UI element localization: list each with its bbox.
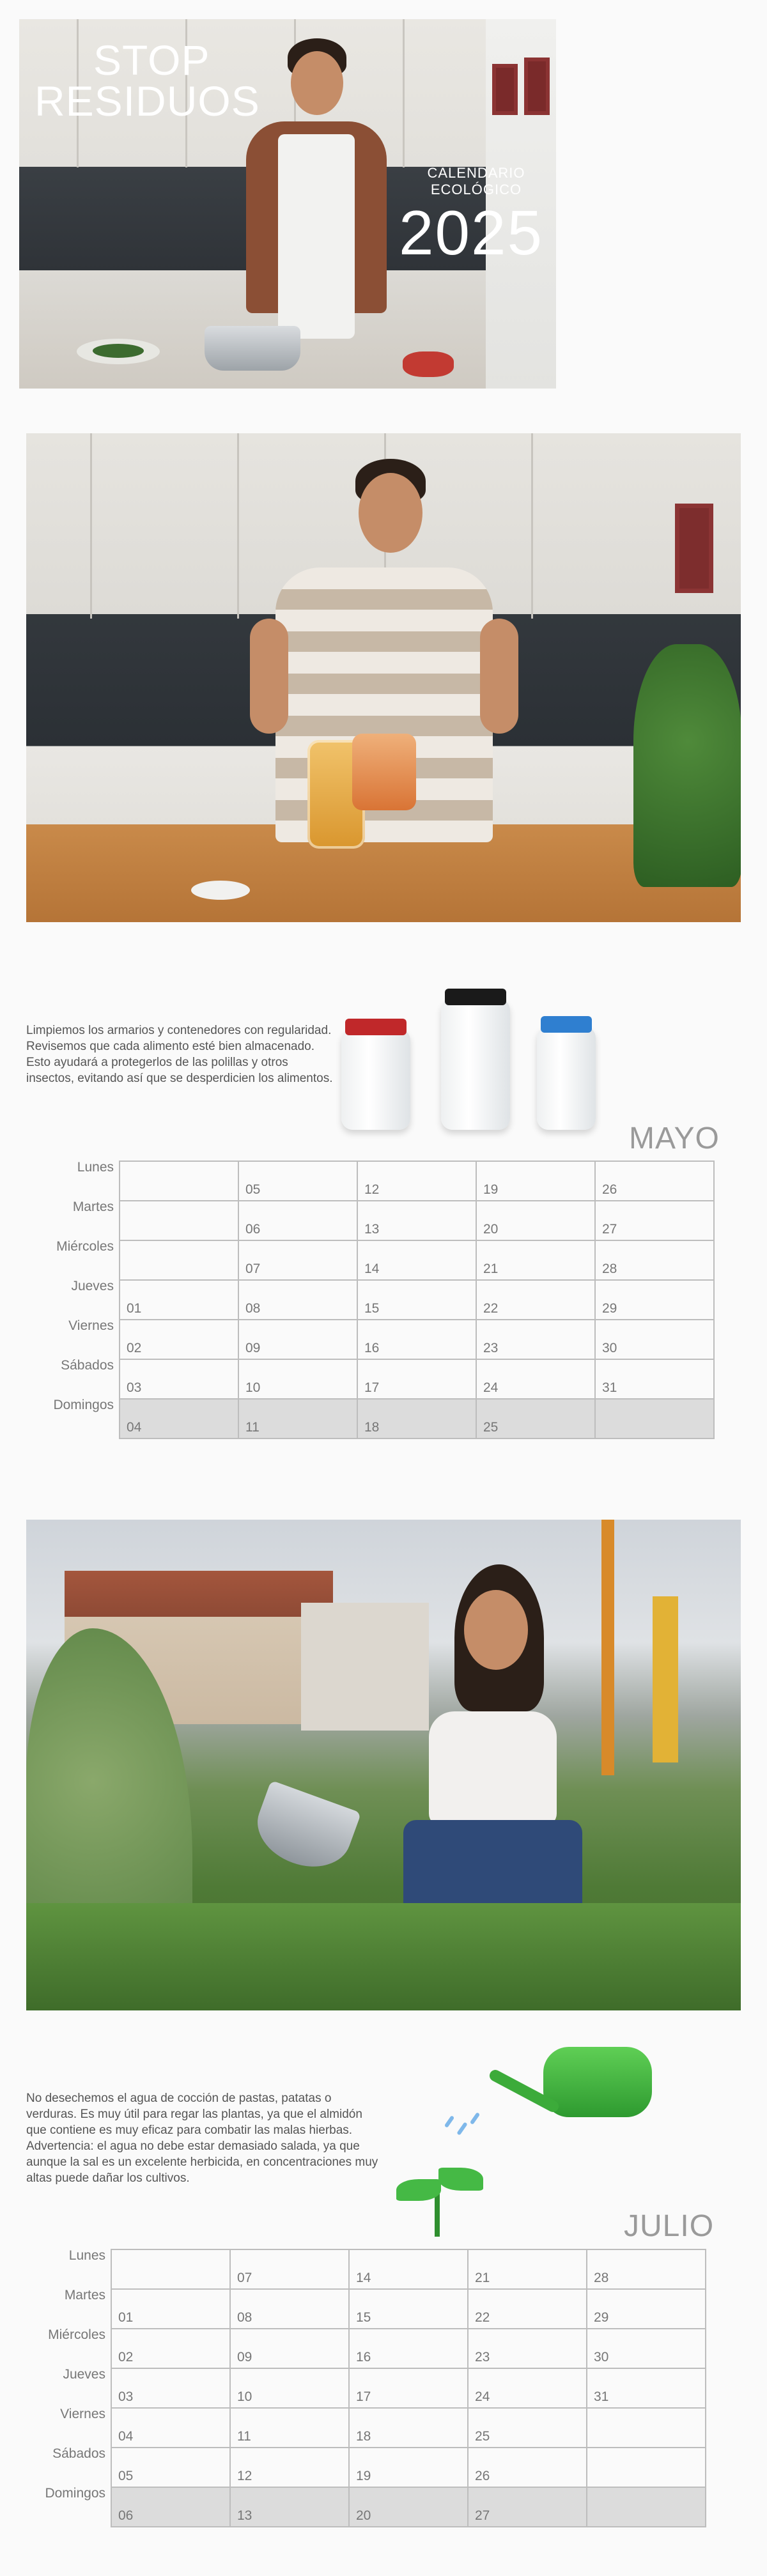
calendar-day-cell[interactable]: 12 (357, 1161, 476, 1201)
calendar-day-cell[interactable]: 21 (468, 2249, 587, 2289)
july-photo (26, 1520, 741, 2010)
weekday-label: Domingos (45, 2486, 105, 2501)
calendar-day-cell[interactable]: 04 (111, 2408, 230, 2448)
weekday-label: Viernes (60, 2407, 105, 2421)
calendar-week-row (120, 1161, 714, 1201)
may-tip-text: Limpiemos los armarios y contenedores con regularidad. Revisemos que cada alimento esté bien almacenado. Esto ayudará a protegerlos de las polillas y otros insectos, evitando así que se desperdicien los alimentos. (26, 1024, 333, 1085)
calendar-day-cell[interactable]: 14 (357, 1240, 476, 1280)
calendar-day-cell[interactable]: 07 (238, 1240, 357, 1280)
calendar-day-cell[interactable]: 01 (120, 1280, 238, 1320)
calendar-week-row (111, 2448, 706, 2487)
calendar-day-cell[interactable]: 07 (230, 2249, 349, 2289)
weekday-label: Sábados (52, 2446, 105, 2461)
calendar-day-cell[interactable]: 03 (111, 2368, 230, 2408)
month-title-may: MAYO (629, 1122, 720, 1155)
weekday-label: Viernes (68, 1318, 114, 1333)
calendar-day-cell[interactable]: 16 (357, 1320, 476, 1359)
calendar-day-cell[interactable]: 15 (357, 1280, 476, 1320)
calendar-day-cell[interactable]: 08 (230, 2289, 349, 2329)
calendar-day-cell[interactable]: 27 (595, 1201, 714, 1240)
calendar-day-cell[interactable]: 20 (349, 2487, 468, 2527)
calendar-day-cell[interactable]: 29 (587, 2289, 706, 2329)
weekday-label: Martes (72, 1199, 114, 1214)
calendar-day-cell[interactable]: 22 (468, 2289, 587, 2329)
cover-subtitle-line1: CALENDARIO (427, 165, 525, 181)
calendar-day-cell[interactable] (120, 1240, 238, 1280)
calendar-day-cell[interactable] (595, 1399, 714, 1438)
house-plant (633, 644, 741, 887)
jar-lid (191, 881, 250, 900)
calendar-day-cell[interactable]: 21 (476, 1240, 595, 1280)
jar-blue-lid-icon (537, 1026, 596, 1130)
calendar-day-cell[interactable] (587, 2408, 706, 2448)
wall-frame (492, 64, 518, 115)
calendar-day-cell[interactable]: 17 (357, 1359, 476, 1399)
weekday-label: Jueves (63, 2367, 105, 2382)
calendar-day-cell[interactable]: 06 (111, 2487, 230, 2527)
calendar-day-cell[interactable]: 16 (349, 2329, 468, 2368)
calendar-day-cell[interactable]: 09 (238, 1320, 357, 1359)
calendar-day-cell[interactable]: 22 (476, 1280, 595, 1320)
may-calendar-grid (119, 1161, 715, 1439)
wall-frame (524, 58, 550, 115)
calendar-day-cell[interactable]: 15 (349, 2289, 468, 2329)
cooking-pot (205, 326, 300, 371)
wall-frame (675, 504, 713, 593)
may-photo (26, 433, 741, 922)
calendar-day-cell[interactable]: 25 (468, 2408, 587, 2448)
calendar-day-cell[interactable]: 19 (476, 1161, 595, 1201)
july-calendar-grid (111, 2249, 706, 2527)
calendar-week-row (120, 1320, 714, 1359)
woman-watering-figure (333, 1564, 614, 1948)
vegetable-bed (26, 1903, 741, 2010)
calendar-day-cell[interactable]: 12 (230, 2448, 349, 2487)
plate-greens (77, 339, 160, 364)
calendar-week-row (120, 1280, 714, 1320)
water-drops (441, 2109, 492, 2147)
calendar-day-cell[interactable]: 19 (349, 2448, 468, 2487)
garden-pole (653, 1596, 678, 1762)
weekday-label: Martes (64, 2288, 105, 2302)
calendar-day-cell[interactable]: 05 (111, 2448, 230, 2487)
july-weekday-labels (18, 2246, 105, 2524)
calendar-day-cell[interactable]: 04 (120, 1399, 238, 1438)
calendar-week-row (111, 2368, 706, 2408)
calendar-day-cell[interactable]: 01 (111, 2289, 230, 2329)
calendar-day-cell[interactable]: 27 (468, 2487, 587, 2527)
calendar-day-cell[interactable]: 23 (476, 1320, 595, 1359)
cover-title-line2: RESIDUOS (35, 77, 260, 125)
calendar-day-cell[interactable]: 20 (476, 1201, 595, 1240)
calendar-day-cell[interactable]: 17 (349, 2368, 468, 2408)
calendar-day-cell[interactable] (120, 1201, 238, 1240)
calendar-day-cell[interactable]: 24 (468, 2368, 587, 2408)
calendar-day-cell[interactable]: 29 (595, 1280, 714, 1320)
calendar-day-cell[interactable] (587, 2487, 706, 2527)
calendar-week-row (111, 2329, 706, 2368)
weekday-label: Domingos (53, 1398, 114, 1412)
cover-title (35, 36, 260, 125)
calendar-day-cell[interactable]: 26 (595, 1161, 714, 1201)
weekday-label: Miércoles (48, 2327, 105, 2342)
july-tip-text: No desechemos el agua de cocción de pastas, patatas o verduras. Es muy útil para regar las plantas, ya que el almidón que contiene es muy eficaz para combatir las malas hierbas. Advertencia: el agua no debe estar demasiado salada, ya que aunque la sal es un excelente herbicida, en concentraciones muy altas puede dañar los cultivos. (26, 2092, 378, 2185)
weekday-label: Lunes (68, 2248, 105, 2263)
calendar-week-row (111, 2408, 706, 2448)
may-weekday-labels (26, 1158, 114, 1435)
calendar-day-cell[interactable]: 14 (349, 2249, 468, 2289)
calendar-day-cell[interactable]: 13 (230, 2487, 349, 2527)
calendar-day-cell[interactable]: 28 (595, 1240, 714, 1280)
weekday-label: Lunes (77, 1160, 114, 1175)
weekday-label: Jueves (71, 1279, 114, 1293)
calendar-day-cell[interactable]: 02 (120, 1320, 238, 1359)
calendar-day-cell[interactable]: 11 (238, 1399, 357, 1438)
calendar-week-row (120, 1201, 714, 1240)
calendar-week-row (120, 1359, 714, 1399)
cover-subtitle (422, 165, 531, 198)
seedling-icon (384, 2160, 492, 2237)
calendar-day-cell[interactable] (120, 1161, 238, 1201)
calendar-day-cell[interactable]: 28 (587, 2249, 706, 2289)
cover-photo (19, 19, 556, 389)
calendar-day-cell[interactable]: 31 (595, 1359, 714, 1399)
cover-title-line1: STOP (93, 36, 210, 84)
calendar-week-row (120, 1240, 714, 1280)
calendar-day-cell[interactable]: 05 (238, 1161, 357, 1201)
calendar-day-cell[interactable]: 23 (468, 2329, 587, 2368)
calendar-day-cell[interactable]: 02 (111, 2329, 230, 2368)
calendar-day-cell[interactable]: 08 (238, 1280, 357, 1320)
watering-can-icon (492, 2040, 652, 2130)
strawberries (403, 351, 454, 377)
calendar-day-cell[interactable]: 26 (468, 2448, 587, 2487)
calendar-day-cell[interactable]: 30 (587, 2329, 706, 2368)
weekday-label: Miércoles (56, 1239, 114, 1254)
cover-year: 2025 (399, 197, 544, 268)
calendar-day-cell[interactable]: 18 (357, 1399, 476, 1438)
weekday-label: Sábados (61, 1358, 114, 1373)
calendar-day-cell[interactable] (587, 2448, 706, 2487)
calendar-week-row (120, 1399, 714, 1438)
calendar-day-cell[interactable]: 10 (230, 2368, 349, 2408)
calendar-day-cell[interactable]: 30 (595, 1320, 714, 1359)
calendar-week-row (111, 2289, 706, 2329)
calendar-day-cell[interactable]: 03 (120, 1359, 238, 1399)
calendar-week-row (111, 2487, 706, 2527)
calendar-day-cell[interactable]: 09 (230, 2329, 349, 2368)
jar-black-lid-icon (441, 999, 510, 1130)
cover-subtitle-line2: ECOLÓGICO (430, 181, 522, 197)
calendar-day-cell[interactable]: 11 (230, 2408, 349, 2448)
calendar-day-cell[interactable]: 13 (357, 1201, 476, 1240)
calendar-day-cell[interactable]: 10 (238, 1359, 357, 1399)
calendar-week-row (111, 2249, 706, 2289)
calendar-day-cell[interactable]: 06 (238, 1201, 357, 1240)
month-title-july: JULIO (624, 2209, 715, 2243)
calendar-day-cell[interactable]: 24 (476, 1359, 595, 1399)
lentils-jar (352, 734, 416, 810)
calendar-day-cell[interactable]: 25 (476, 1399, 595, 1438)
calendar-day-cell[interactable]: 18 (349, 2408, 468, 2448)
calendar-day-cell[interactable] (111, 2249, 230, 2289)
calendar-day-cell[interactable]: 31 (587, 2368, 706, 2408)
jar-red-lid-icon (341, 1029, 410, 1130)
